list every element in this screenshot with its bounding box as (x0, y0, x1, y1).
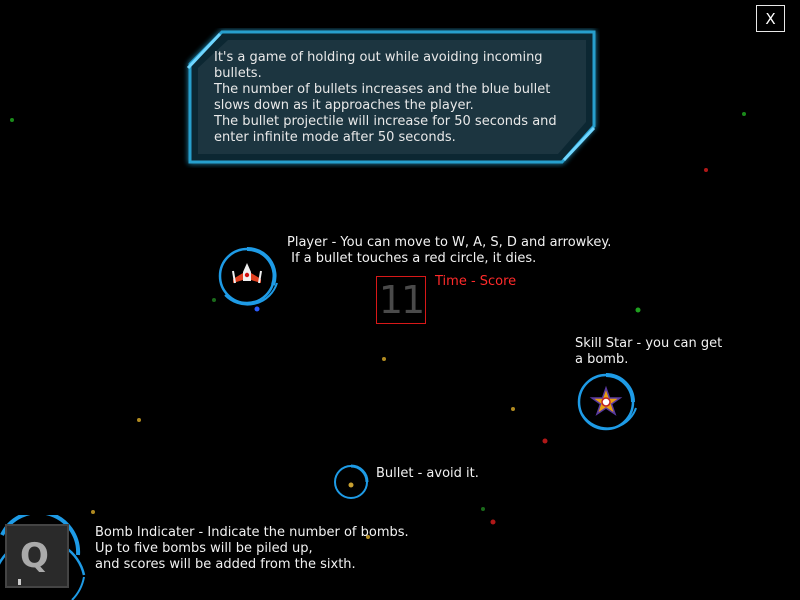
score-value: 11 (378, 278, 424, 322)
bullet-dot (511, 407, 515, 411)
player (213, 245, 285, 317)
bullet-dot (704, 168, 708, 172)
bullet-icon (349, 483, 354, 488)
close-button[interactable]: X (756, 5, 785, 32)
bullet-dot (91, 510, 95, 514)
bullet-description: Bullet - avoid it. (376, 466, 479, 481)
bomb-indicator (0, 515, 92, 600)
time-score-label: Time - Score (435, 274, 517, 289)
bullet-dot (543, 439, 548, 444)
skill-star-description: Skill Star - you can get a bomb. (575, 336, 723, 367)
bullet-dot (481, 507, 485, 511)
player-description: Player - You can move to W, A, S, D and arrowkey. If a bullet touches a red circle, it dies. (287, 235, 612, 266)
bullet-dot (382, 357, 386, 361)
bullet-dot (10, 118, 14, 122)
bullet-dot (636, 308, 641, 313)
bullet-dot (491, 520, 496, 525)
score-box (376, 276, 426, 324)
bomb-indicator-description: Bomb Indicater - Indicate the number of bombs. Up to five bombs will be piled up, and scores will be added from the sixth. (95, 525, 409, 572)
bomb-key-letter: Q (20, 536, 49, 576)
bullet-dot (742, 112, 746, 116)
star-icon (592, 388, 620, 414)
bullet-dot (137, 418, 141, 422)
info-panel-text: It's a game of holding out while avoiding incoming bullets. The number of bullets increases and the blue bullet slows down as it approaches the player. The bullet projectile will increase for 50 seconds and enter infinite mode after 50 seconds. (214, 50, 557, 145)
skill-star (574, 372, 646, 434)
bullet-example (330, 463, 374, 501)
player-ship-icon (233, 263, 261, 283)
